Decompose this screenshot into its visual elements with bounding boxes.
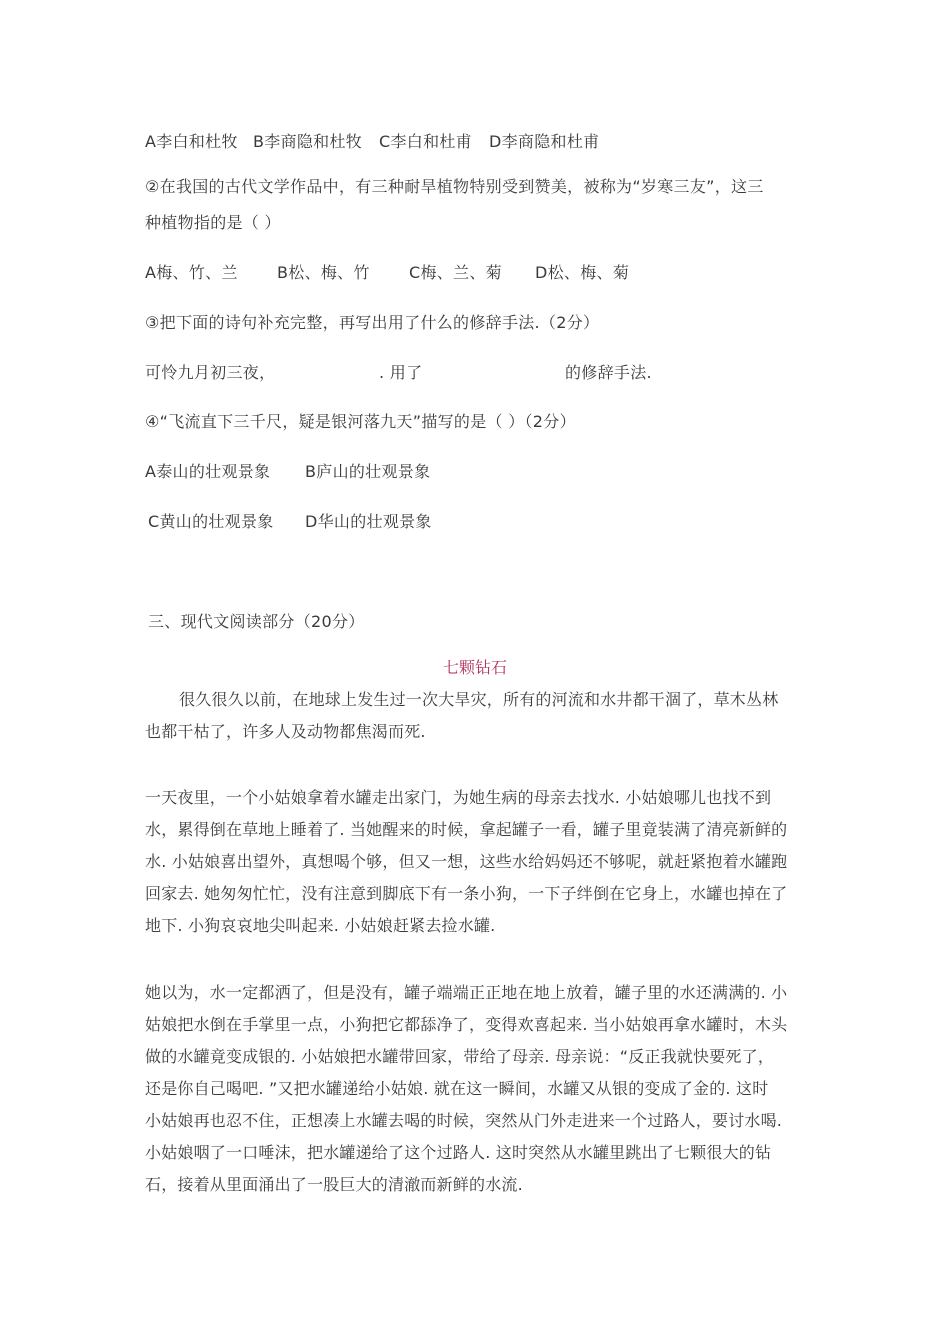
- q4-option-b: B庐山的壮观景象: [305, 462, 431, 481]
- q4-option-c: C黄山的壮观景象: [148, 512, 274, 531]
- paragraph-1-line-1: 很久很久以前，在地球上发生过一次大旱灾，所有的河流和水井都干涸了，草木丛林: [179, 690, 779, 709]
- q4-option-a: A泰山的壮观景象: [145, 462, 271, 481]
- paragraph-line: 一天夜里，一个小姑娘拿着水罐走出家门，为她生病的母亲去找水. 小姑娘哪儿也找不到: [145, 788, 772, 807]
- q1-option-d: D李商隐和杜甫: [489, 132, 600, 151]
- q2-option-b: B松、梅、竹: [277, 263, 370, 282]
- story-paragraph-2: [145, 782, 809, 942]
- q1-option-b: B李商隐和杜牧: [253, 132, 363, 151]
- q2-stem-line2: 种植物指的是（ ）: [145, 213, 281, 232]
- paragraph-line: 姑娘把水倒在手掌里一点，小狗把它都舔净了，变得欢喜起来. 当小姑娘再拿水罐时，木头: [145, 1015, 788, 1034]
- paragraph-line: 小姑娘咽了一口唾沫，把水罐递给了这个过路人. 这时突然从水罐里跳出了七颗很大的钻: [145, 1143, 772, 1162]
- paragraph-line: 回家去. 她匆匆忙忙，没有注意到脚底下有一条小狗，一下子绊倒在它身上，水罐也掉在了: [145, 884, 788, 903]
- paragraph-line: 还是你自己喝吧. ”又把水罐递给小姑娘. 就在这一瞬间，水罐又从银的变成了金的. 这时: [145, 1079, 769, 1098]
- q2-option-c: C梅、兰、菊: [409, 263, 502, 282]
- paragraph-line: 她以为，水一定都洒了，但是没有，罐子端端正正地在地上放着，罐子里的水还满满的. 小: [145, 983, 788, 1002]
- q3-line-mid: . 用了: [379, 363, 423, 382]
- paragraph-line: 水. 小姑娘喜出望外，真想喝个够，但又一想，这些水给妈妈还不够呢，就赶紧抱着水罐跑: [145, 852, 788, 871]
- q2-stem-line1: ②在我国的古代文学作品中，有三种耐旱植物特别受到赞美，被称为“岁寒三友”，这三: [145, 177, 764, 196]
- q4-options-row2: [148, 512, 432, 532]
- q3-stem: ③把下面的诗句补充完整，再写出用了什么的修辞手法.（2分）: [145, 313, 600, 332]
- paragraph-1-line-2: 也都干枯了，许多人及动物都焦渴而死.: [145, 722, 426, 741]
- story-paragraph-3: [145, 977, 809, 1201]
- q2-option-a: A梅、竹、兰: [145, 263, 238, 282]
- q3-line-start: 可怜九月初三夜，: [145, 363, 276, 382]
- paragraph-line: 石，接着从里面涌出了一股巨大的清澈而新鲜的水流.: [145, 1175, 523, 1194]
- paragraph-line: 小姑娘再也忍不住，正想凑上水罐去喝的时候，突然从门外走进来一个过路人，要讨水喝.: [145, 1111, 783, 1130]
- section-heading: 三、现代文阅读部分（20分）: [148, 612, 365, 631]
- paragraph-line: 做的水罐竟变成银的. 小姑娘把水罐带回家，带给了母亲. 母亲说：“反正我就快要死了，: [145, 1047, 775, 1066]
- q2-option-d: D松、梅、菊: [535, 263, 630, 282]
- q1-option-c: C李白和杜甫: [379, 132, 472, 151]
- q3-line-end: 的修辞手法.: [565, 363, 652, 382]
- q3-fill-line: [145, 363, 652, 383]
- q2-options: [145, 263, 629, 283]
- paragraph-line: 地下. 小狗哀哀地尖叫起来. 小姑娘赶紧去捡水罐.: [145, 916, 496, 935]
- q4-options-row1: [145, 462, 430, 482]
- q4-option-d: D华山的壮观景象: [305, 512, 432, 531]
- paragraph-line: 水，累得倒在草地上睡着了. 当她醒来的时候，拿起罐子一看，罐子里竟装满了清亮新鲜的: [145, 820, 788, 839]
- story-paragraph-1: [145, 684, 809, 748]
- q1-options: [145, 132, 599, 152]
- story-title: 七颗钻石: [442, 658, 507, 677]
- q1-option-a: A李白和杜牧: [145, 132, 238, 151]
- q4-stem: ④“飞流直下三千尺，疑是银河落九天”描写的是（ ）（2分）: [145, 412, 576, 431]
